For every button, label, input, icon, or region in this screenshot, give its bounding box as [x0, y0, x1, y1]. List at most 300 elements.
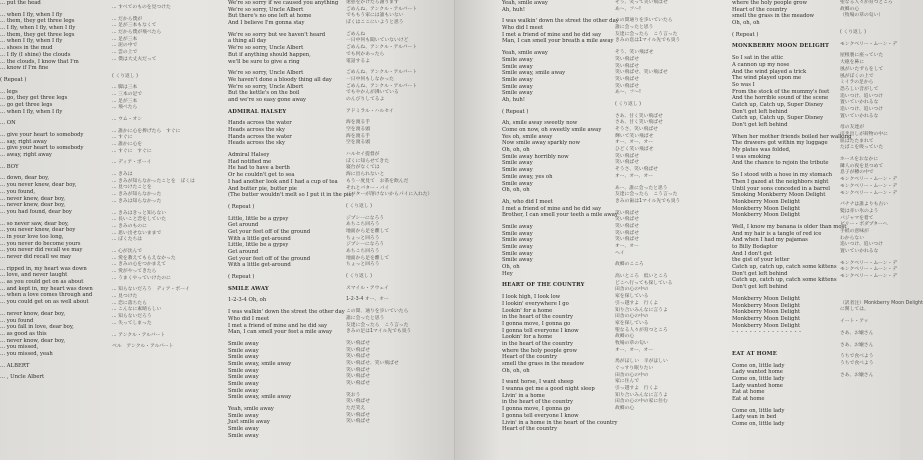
lyric-line: I was walkin' down the street the other day [502, 18, 619, 25]
lyric-line: Oh, oh, oh [502, 187, 530, 194]
lyric-line: I met a friend of mine and he did say [502, 31, 602, 38]
lyric-line: きみの歯は1マイル先でも臭う [615, 198, 681, 204]
lyric-line: ... away, right away [0, 152, 52, 159]
left-page [0, 0, 455, 460]
lyric-line: Admiral Halsey [228, 152, 270, 159]
lyric-line: Smile away, smile away [502, 70, 566, 77]
lyric-line: アドミラル・ハルセイ [346, 108, 394, 114]
lyric-line: 高いところ 低いところ [615, 274, 668, 280]
lyric-line: Well, I know my banana is older than most [732, 223, 847, 230]
lyric-line: 引き出しが荷物の中に [840, 132, 888, 137]
lyric-line: さあ、甘く笑い飛ばせ [615, 120, 663, 126]
lyric-line: 田舎の心の中の家に住む [615, 399, 668, 405]
lyric-line: ... give your heart to somebody [0, 132, 84, 138]
lyric-line: Little, little be a gypsy [228, 242, 289, 249]
lyric-line: たばこを吸っていた [840, 145, 884, 151]
lyric-line: 笑い飛ばせ [346, 419, 370, 425]
lyric-line: のんびりしてるよ [346, 96, 385, 102]
lyric-line: ぼくに知らせてきた [346, 158, 390, 164]
lyric-line: Eat at home [732, 389, 765, 396]
lyric-line: Don't get left behind [732, 108, 788, 115]
lyric-line: モンクベリー・ムーン・デ [840, 41, 898, 47]
lyric-line: モンクベリー・ムーン・デ [840, 267, 898, 273]
lyric-line: ... so never saw, dear boy, [0, 220, 69, 227]
lyric-line: ... you could get on as well about [0, 299, 89, 306]
lyric-line: HEART OF THE COUNTRY [502, 282, 585, 289]
lyric-line: We're so sorry, Uncle Albert [228, 6, 304, 13]
lyric-line: 笑い飛ばせ [346, 399, 370, 405]
left-col-1 [0, 0, 92, 381]
lyric-line: 屋根裏に座っていた [840, 53, 884, 59]
lyric-line: ... legs [0, 88, 18, 95]
lyric-line: The wind played upon me [732, 75, 802, 82]
lyric-line: Smile away [228, 412, 259, 419]
lyric-line: ... ぼくたちは [112, 237, 143, 243]
lyric-line: あちこち回ろう [346, 222, 380, 228]
lyric-line: ... go, they get three legs [0, 95, 68, 102]
lyric-line: I wanna get me a good night sleep [502, 386, 595, 393]
lyric-line: ... すぐに [112, 135, 133, 141]
lyric-line: (The butter wouldn't melt so I put it in the pie) [228, 192, 354, 199]
lyric-line: 笑い飛ばせ [615, 160, 639, 166]
lyric-line: 迷惑をかけたら謝ります [346, 0, 399, 5]
lyric-line: 母の友達が [840, 125, 864, 131]
lyric-line: Monkberry Moon Delight [732, 198, 801, 205]
lyric-line: イート・アッ [840, 319, 869, 325]
lyric-line: ... こんなに素晴らしい [112, 307, 162, 313]
lyric-line: ( Repeat ) [502, 108, 529, 115]
lyric-line: We're so sorry, Uncle Albert [228, 45, 304, 52]
lyric-line: Heart of the country [502, 426, 558, 433]
lyric-line: ヘイ [615, 250, 625, 256]
lyric-line: Heart of the country [502, 354, 558, 361]
lyric-line: Come on, little lady [732, 421, 785, 428]
lyric-line: Smile away [228, 340, 259, 347]
lyric-line: 田舎の心の中の [615, 314, 649, 320]
lyric-line: I look high, I look low [502, 294, 561, 301]
lyric-line: 聖なる人々が育つところ [840, 0, 893, 5]
lyric-line: Get your feet off of the ground [228, 228, 311, 235]
lyric-line: to Billy Bodaptor [732, 244, 778, 250]
lyric-line: 誰に会ったと思う [346, 315, 385, 321]
lyric-line: そう、笑い飛ばせ [615, 50, 654, 56]
lyric-line: ... 足が三本 [112, 98, 138, 104]
lyric-line: Get around [228, 249, 259, 255]
lyric-line: 大砲を鼻に [840, 60, 864, 66]
lyric-line: But there's no one left at home [228, 13, 312, 20]
lyric-line: ちょっと回ろう [346, 262, 380, 268]
lyric-line: A cannon up my nose [732, 61, 790, 68]
lyric-line: さあ、お嬢さん [840, 330, 874, 336]
lyric-line: ... 誰かに心を [112, 142, 143, 147]
lyric-line: 笑い飛ばせ [615, 83, 639, 89]
lyric-line: We're so sorry if we caused you anything [228, 0, 339, 6]
lyric-line: ... 僕は大丈夫だって [112, 56, 157, 62]
lyric-line: 馬がほしい 羊がほしい [615, 359, 668, 365]
lyric-line: Hands across the water [228, 133, 292, 140]
lyric-line: ... きみが知らなかった [112, 192, 162, 198]
lyric-line: 風がぼくの上で [840, 73, 874, 79]
lyric-line: 引っ越すよ 行くよ [615, 386, 659, 392]
lyric-line: Smile away [228, 367, 259, 374]
lyric-line: When her mother friends boiled her walking [732, 133, 852, 140]
lyric-line: ひどく笑い飛ばせ [615, 147, 654, 153]
lyric-line: 空を渡る頭 [346, 127, 370, 132]
lyric-line: パジャマを着て [840, 215, 874, 221]
lyric-line: モンクベリー・ムーン・デ [840, 177, 898, 183]
lyric-line: Eat at home [732, 396, 765, 403]
lyric-line: ... ON [0, 120, 16, 127]
lyric-line: ... すべてのものを見つけた [112, 5, 171, 10]
lyric-line: Lady wan in bed [732, 414, 777, 421]
lyric-line: I met a friend of mine and he did say [228, 322, 328, 329]
lyric-line: でももう家には誰もいない [346, 13, 404, 19]
lyric-line: ... 愛を教えてもらえなかった [112, 255, 176, 261]
lyric-line: 海に出られないと [346, 172, 385, 178]
lyric-line: From the stock of the mummy's feet [732, 88, 830, 95]
lyric-line: あー、誰に会ったと思う [615, 185, 668, 191]
lyric-line: ... , Uncle Albert [0, 374, 45, 381]
lyric-line: 笑い飛ばせ [615, 63, 639, 69]
lyric-line: 笑い飛ばせ [346, 354, 370, 360]
lyric-line: スマイル・アウェイ [346, 285, 389, 291]
lyric-line: ごめんね、アンクル・アルバート [346, 83, 417, 89]
lyric-line: ... and kept in, my heart was down [0, 285, 93, 292]
lyric-line: Had notified me [228, 158, 272, 165]
lyric-line: そうさ、笑い飛ばせ [615, 167, 658, 173]
lyric-line: But the kettle's on the boil [228, 90, 300, 97]
lyric-line: Smile away [502, 250, 533, 257]
lyric-line: ビリー・ボダプターへ [840, 222, 888, 228]
lyric-line: オー、オー、オー [615, 140, 653, 146]
lyric-line: 置いていかれるな [840, 100, 879, 106]
lyric-line: Lady wanted home [732, 382, 783, 389]
lyric-line: Monkberry Moon Delight [732, 302, 801, 309]
lyric-line: バナナは誰よりも古い [840, 202, 888, 208]
lyric-line: 知り合いみんなに言うよ [615, 307, 668, 313]
lyric-line: ... never did recall we may [0, 254, 72, 260]
lyric-line: Catch up, catch up, catch some kittens [732, 277, 837, 284]
lyric-line: Smile away [228, 354, 259, 361]
lyric-line: 故郷の心 [615, 334, 635, 340]
lyric-line: I met a friend of mine and he did say [502, 205, 602, 212]
lyric-line: I was smoking [732, 153, 771, 160]
lyric-line: それとバター・パイ [346, 185, 390, 191]
lyric-line: 置いていかれるな [840, 113, 879, 119]
lyric-line: Smile away [228, 347, 259, 354]
lyric-line: ごめんね [346, 31, 366, 37]
lyric-line: ... I fly, when I fly, when I fly [0, 25, 76, 32]
lyric-line: うちで食べよう [840, 354, 874, 360]
lyric-line: And the chance to rejoin the tribute [732, 160, 829, 167]
lyric-line: ただ笑え [346, 406, 366, 412]
lyric-line: に関しては、 [840, 307, 869, 313]
lyric-line: 息子が樽の中で [840, 170, 874, 176]
lyric-line: オー、オー [615, 244, 639, 249]
lyric-line: I gonna move, I gonna go [502, 406, 571, 413]
lyric-line: 家を探している [615, 320, 649, 326]
lyric-line: ... だから僕が [112, 16, 143, 22]
lyric-line: ... as good as this [0, 330, 47, 337]
lyric-line: where the holy people grow [502, 347, 578, 354]
lyric-line: Smile away [502, 167, 533, 174]
lyric-line: Smile away, smile away [228, 394, 292, 401]
lyric-line: Who did I meet [502, 25, 544, 32]
lyric-line: わからない [840, 235, 864, 241]
lyric-line: ... BOY [0, 163, 19, 170]
lyric-line: ( くり返し ) [346, 203, 372, 209]
lyric-line: Catch up, Catch up, Super Disney [732, 115, 824, 122]
lyric-line: でもやかんが沸いている [346, 90, 399, 96]
lyric-line: 笑い飛ばせ、笑い飛ばせ [346, 360, 399, 366]
lyric-line: Lookin' for a home [502, 307, 553, 314]
lyric-line: Come on, little lady [732, 376, 785, 382]
lyric-line: あ〜、フ〜! [615, 90, 641, 96]
lyric-line: Smile away [502, 237, 533, 244]
lyric-line: ... きみが知らなかったことを ぼくは [112, 178, 195, 184]
lyric-line: Yes oh, smile away [502, 133, 553, 140]
lyric-line: MONKBERRY MOON DELIGHT [732, 43, 830, 50]
lyric-line: ... アンクル・アルバート [112, 332, 166, 338]
lyric-line: 笑い飛ばせ [615, 217, 639, 223]
lyric-line: Smile away [502, 223, 533, 230]
lyric-line: Who did I meet [228, 315, 270, 322]
lyric-line: ジプシーになろう [346, 215, 385, 221]
lyric-line: 田舎の心の中の [615, 372, 649, 378]
lyric-line: 牧場の草の匂い [615, 340, 649, 346]
lyric-line: ... だから僕が飛べたら [112, 30, 162, 36]
lyric-line: ... you missed, yeah [0, 350, 53, 357]
lyric-line: Ah, smile away sweetly now [502, 120, 578, 127]
lyric-line: I was walkin' down the street the other day [228, 309, 345, 316]
lyric-line: With a little get-around [228, 262, 291, 269]
lyric-line: モンクベリー・ムーン・デ [840, 260, 898, 266]
lyric-line: Lookin' for a home [502, 334, 553, 341]
lyric-line: Man, I can smell your feet a mile away [228, 329, 333, 336]
lyric-line: 一日中何もしなかった [346, 76, 394, 82]
lyric-line: Smile away [228, 381, 259, 387]
lyric-line: きみの足は1マイル先でも臭う [346, 329, 412, 335]
lyric-line: Little, little be a gypsy [228, 215, 289, 222]
lyric-line: あちこち回ろう [346, 249, 380, 254]
lyric-line: in the heart of the country [502, 340, 574, 347]
lyric-line: 聖なる人々が育つところ [615, 327, 668, 333]
lyric-line: Smile away [502, 83, 533, 90]
lyric-line: さあ、お嬢さん [840, 372, 874, 378]
lyric-line: 故郷のこころ [615, 262, 644, 268]
lyric-line: 追いつけ、追いつけ [840, 106, 883, 112]
lyric-line: Yeah, smile away [502, 0, 548, 6]
lyric-line: 隣人の夜を見つめて [840, 163, 884, 169]
lyric-line: ... never knew, dear boy, [0, 195, 66, 202]
lyric-line: a thing all day [228, 38, 267, 45]
lyric-line: ( くり返し ) [346, 274, 372, 280]
lyric-line: さあ、お嬢さん [840, 342, 874, 348]
lyric-line: Monkberry Moon Delight [732, 309, 801, 316]
lyric-line: ... down, dear boy, [0, 175, 50, 182]
right-page [455, 0, 923, 460]
lyric-line: 友達に会ったら こう言った [346, 322, 409, 328]
lyric-line: ... 足が三本もなくて [112, 23, 157, 29]
lyric-line: Don't get left behind [732, 270, 788, 277]
lyric-line: ( Repeat ) [228, 203, 255, 210]
lyric-line: 1-2-3-4 オー、オー [346, 297, 389, 303]
lyric-line: 故郷の心 [615, 406, 635, 412]
right-col-4 [840, 0, 923, 379]
lyric-line: ぐっすり眠りたい [615, 366, 654, 371]
lyric-line: この間通りを歩いていたら [615, 18, 673, 24]
lyric-line: ... give your heart to somebody [0, 145, 84, 152]
lyric-line: Just smile away [228, 419, 270, 426]
lyric-line: ... 雲の上で [112, 50, 138, 56]
lyric-line: ... you fall in love, dear boy, [0, 324, 74, 331]
lyric-line: Smoking Monkberry Moon Delight [732, 192, 826, 199]
lyric-line: Monkberry Moon Delight [732, 322, 801, 329]
lyric-line: Smile away [502, 90, 533, 97]
lyric-line: うちで食べよう [840, 360, 874, 366]
lyric-line: ... きみは [112, 172, 133, 178]
lyric-line: Smile away [502, 160, 533, 167]
lyric-line: But if anything should happen, [228, 51, 311, 58]
lyric-line: モンクベリー・ムーン・デ [840, 183, 898, 189]
lyric-line: Hey [502, 270, 513, 277]
lyric-line: Hands across the water [228, 120, 292, 127]
lyric-line: 地面から足を離して [346, 228, 390, 234]
lyric-line: Livin' in a home [502, 392, 545, 399]
lyric-line: ... 思い出せないままで [112, 230, 162, 236]
lyric-line: ジプシーになろう [346, 242, 385, 248]
lyric-line: ... ディア・ボーイ [112, 160, 152, 166]
lyric-line: ... when a love comes through and [0, 292, 93, 299]
lyric-line: 笑い飛ばせ [615, 223, 639, 229]
lyric-line: ... you found [0, 317, 34, 324]
right-col-2 [615, 0, 723, 413]
lyric-line: ... put the head [0, 0, 41, 6]
lyric-line: And I believe I'm gonna stay [228, 20, 305, 27]
lyric-line: in the heart of the country [502, 399, 574, 406]
lyric-line: ... them, they get three legs [0, 18, 75, 25]
lyric-line: My plates was folded, [732, 147, 791, 154]
lyric-line: ( Repeat ) [228, 274, 255, 281]
lyric-line: 追いつけ、追いつけ [840, 242, 883, 248]
lyric-line: （訳者注）Monkberry Moon Delight [840, 300, 923, 306]
lyric-line: 友達に会ったら こう言った [615, 31, 678, 37]
lyric-line: Ah, huh! [502, 96, 525, 103]
lyric-line: ... ripped in, my heart was down [0, 265, 87, 272]
lyric-line: 誰に会ったと思う [615, 25, 654, 31]
lyric-line: Now smile away sparkly now [502, 140, 581, 147]
lyric-line: Smile away [502, 56, 533, 63]
lyric-line: ADMIRAL HALSEY [228, 108, 287, 115]
lyric-line: ... I fly (I shine) the clouds [0, 51, 71, 58]
lyric-line: Oh, oh [502, 264, 520, 271]
lyric-line: ... ALBERT [0, 362, 30, 369]
lyric-line: ... きみの心をつかまえて [112, 262, 167, 268]
lyric-line: I had another look and I had a cup of tea [228, 178, 338, 185]
lyric-line: ... きみのものに [112, 223, 147, 229]
lyric-line: Don't get left behind [732, 284, 788, 291]
lyric-line: ホースをおなかに [840, 157, 879, 163]
lyric-line: そうさ、笑い飛ばせ [615, 127, 658, 132]
lyric-line: And my hair is a tangle of red ice [732, 230, 822, 237]
lyric-line: ... 失ってしまった [112, 320, 152, 326]
lyric-line: Then I gazed at the neighbors night [732, 178, 829, 185]
lyric-line: Catch up, Catch up, Super Disney [732, 101, 824, 108]
lyric-line: ... never know, dear boy, [0, 310, 66, 317]
lyric-line: Heads across the sky [228, 140, 285, 147]
lyric-line: 笑い飛ばせ [346, 381, 370, 386]
lyric-line: Or he couldn't get to sea [228, 172, 295, 179]
lyric-line: 笑い飛ばせ [615, 210, 639, 216]
lyric-line: ... them, they get three legs [0, 31, 75, 38]
lyric-line: And when I had my pajamas [732, 237, 808, 244]
lyric-line: Smile away [502, 76, 533, 83]
lyric-line: 知り合いみんなに言うよ [615, 392, 668, 398]
lyric-line: ( くり返し ) [840, 30, 866, 36]
lyric-line: Yeah, smile away [502, 50, 548, 57]
lyric-line: 笑い飛ばせ [346, 374, 370, 380]
lyric-line: きみの息は1マイル先でも臭う [615, 38, 681, 44]
lyric-line: Catch up, catch up, catch some kittens [732, 264, 837, 271]
lyric-line: 皿はたたまれて [840, 138, 874, 144]
lyric-line: オー、オー、オー [615, 173, 653, 179]
lyric-line: I want horse, I want sheep [502, 379, 574, 386]
lyric-line: So I sat in the attic [732, 55, 784, 62]
lyric-line: 故郷の心 [840, 6, 860, 12]
lyric-line: in the heart of the country [502, 314, 574, 321]
lyric-line: Get around [228, 222, 259, 229]
lyric-line: Monkberry Moon Delight [732, 205, 801, 212]
lyric-line: Come on, little lady [732, 362, 785, 369]
lyric-line: 笑い飛ばせ [615, 76, 639, 82]
lyric-line: Heart of the country [732, 6, 788, 13]
lyric-line: I gonna move, I gonna go [502, 320, 571, 327]
lyric-line: 笑い飛ばせ、笑い飛ばせ [615, 70, 668, 76]
lyric-line: 引っ越すよ 行くよ [615, 300, 659, 306]
lyric-line: And I don't get [732, 250, 773, 257]
lyric-line: Smile away [228, 387, 259, 394]
lyric-line: Oh, oh, oh [502, 367, 530, 374]
lyric-line: Lady wanted home [732, 369, 783, 376]
lyric-line: ごめんね、アンクル・アルバート [346, 45, 417, 51]
lyric-line: ... 飛べたら [112, 105, 138, 111]
lyric-line: The drawers got within my luggage [732, 140, 828, 147]
lyric-line: 友達に会ったら こう言った [615, 192, 678, 198]
lyric-line: SMILE AWAY [228, 285, 269, 292]
lyric-line: ... when I fly, when I fly [0, 11, 63, 18]
lyric-line: 笑い飛ばせ [346, 367, 370, 373]
lyric-line: 笑い飛ばせ [615, 237, 639, 243]
lyric-line: ごめんね、アンクル・アルバート [346, 6, 417, 12]
lyric-line: 海を渡る手 [346, 133, 370, 139]
lyric-line: Smile away [502, 257, 533, 264]
lyric-line: So I stood with a hose in my stomach [732, 172, 833, 179]
lyric-line: （牧場の草の匂い） [840, 13, 884, 19]
lyric-line: ... you missed, [0, 344, 39, 351]
lyric-line: ( Repeat ) [0, 76, 27, 83]
lyric-line: 家に住んで [615, 379, 639, 385]
lyric-line: でも何かあったら [346, 51, 385, 57]
lyric-line: ... say, right away [0, 138, 47, 145]
lyric-line: - - - - - - - - - - - - - - - - [732, 329, 802, 336]
lyric-line: ... 愛がやってきたら [112, 269, 157, 274]
lyric-line: 笑い飛ばせ [615, 230, 639, 236]
lyric-line: 地面から足を離して [346, 255, 390, 261]
lyric-line: So was I [732, 81, 755, 88]
lyric-line: 空を渡る頭 [346, 140, 370, 146]
lyric-line: ... 泥の中で [112, 43, 138, 49]
lyric-line: Smile away [502, 63, 533, 70]
